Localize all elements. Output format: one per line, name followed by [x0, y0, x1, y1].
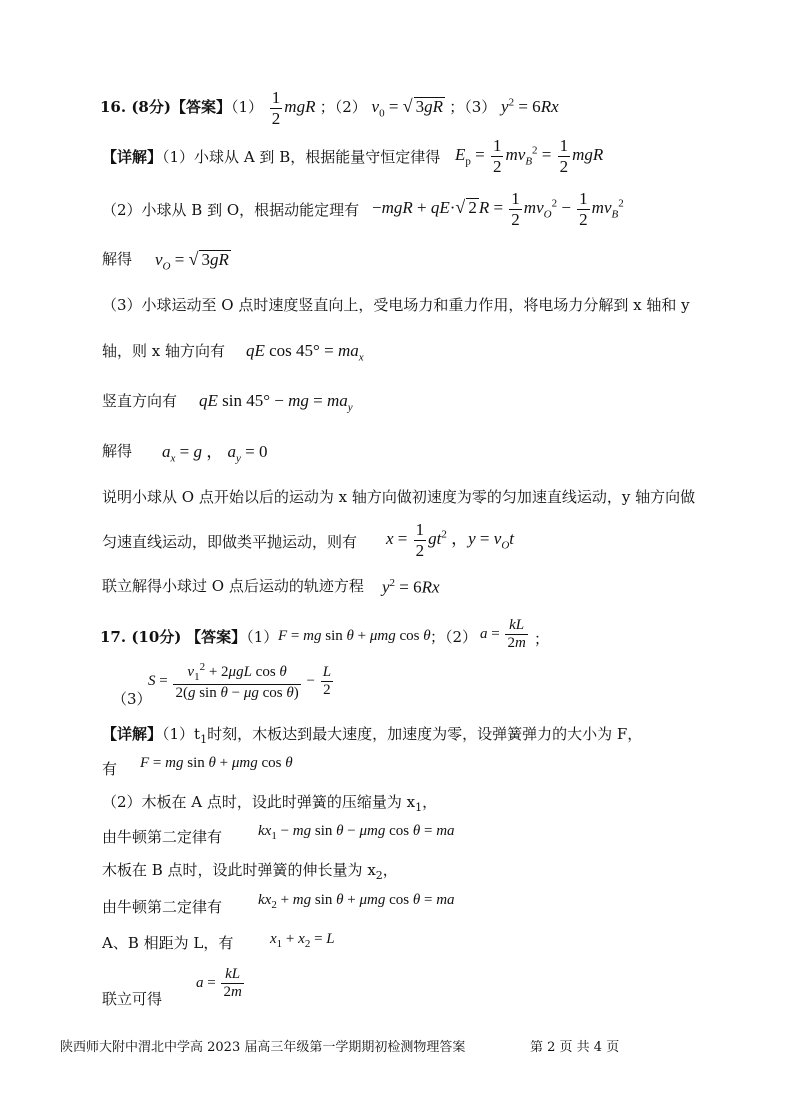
q16-explain-1: 说明小球从 O 点开始以后的运动为 x 轴方向做初速度为零的匀加速直线运动，y 轴方向做 — [102, 488, 696, 506]
answer-tag: 【答案】 — [170, 97, 231, 116]
q16-motion-equation: x = $\frac{1}{2}$ $gt^2$ ，$y = v_Ot$ — [386, 520, 514, 560]
q17-answer-line — [100, 630, 278, 645]
q17-final-label: 联立可得 — [102, 990, 163, 1008]
part-1-label: （1） — [246, 628, 279, 646]
footer-title: 陕西师大附中渭北中学高 2023 届高三年级第一学期期初检测物理答案 — [60, 1040, 466, 1055]
q17-force-equation: F = mg sin θ + μmg cos θ — [140, 755, 293, 771]
footer-page-number: 第 2 页 共 4 页 — [530, 1040, 620, 1055]
q17-ans3-equation: S = $\frac{v_1^2 + 2\mu gL \cos \theta}{\text{2(g sin θ − μg cos θ)}}$ − $\frac{L}{2}$ — [148, 661, 332, 701]
q16-detail-2: （2）小球从 B 到 O，根据动能定理有 — [102, 201, 360, 219]
q16-vo-equation: $v_O$ = √ 3gR — [155, 249, 229, 273]
q17-detail-2: （2）木板在 A 点时，设此时弹簧的压缩量为 $x_1$， — [102, 793, 438, 814]
q16-kinetic-equation: −mgR + qE·√ 2 R = $\frac{1}{2}$ $mv_O^2$ − $\frac{1}{2}$ $mv_B^2$ — [372, 189, 624, 229]
q16-energy-equation: $E_p$ = $\frac{1}{2}$ $mv_B^2$ = $\frac{1}{2}$ mgR — [455, 136, 604, 176]
q17-ans2-equation: a = $\frac{kL}{2m}$ — [480, 617, 526, 652]
q17-detail-3: 木板在 B 点时，设此时弹簧的伸长量为 $x_2$， — [102, 861, 398, 882]
q17-detail-1: 【详解】$(1)t_1$时刻，木板达到最大速度，加速度为零，设弹簧弹力的大小为 F， — [102, 725, 643, 746]
q16-trajectory-label: 联立解得小球过 O 点后运动的轨迹方程 — [102, 577, 364, 595]
detail-tag: 【详解】 — [102, 725, 163, 743]
q16-explain-2: 匀速直线运动，即做类平抛运动，则有 — [102, 533, 358, 551]
q17-newton-2-equation: $kx_2$ + mg sin θ + μmg cos θ = ma — [258, 892, 455, 911]
answer-tag: 【答案】 — [186, 628, 247, 646]
q17-part2-label: ；（2） — [430, 628, 478, 646]
q16-vertical-label: 竖直方向有 — [102, 392, 178, 410]
detail-tag: 【详解】 — [102, 148, 163, 166]
q16-y-equation: qE sin 45° − mg = $ma_y$ — [199, 391, 353, 414]
q17-part2-end: ； — [534, 630, 550, 648]
q17-newton-2-label: 由牛顿第二定律有 — [102, 898, 223, 916]
q16-detail-3a: （3）小球运动至 O 点时速度竖直向上，受电场力和重力作用，将电场力分解到 x 轴和 y — [102, 296, 690, 314]
q16-ans3-equation: $y^2 = 6Rx$ — [501, 96, 559, 116]
q16-acc-equation: $a_x = g$ ， $a_y = 0$ — [162, 442, 268, 465]
q17-distance-equation: $x_1 + x_2 = L$ — [270, 931, 335, 950]
q16-label: 16. (8分) — [100, 97, 171, 116]
q16-trajectory-equation: $y^2 = 6Rx$ — [382, 577, 440, 597]
q16-ans1-equation: $\frac{1}{2}$ mgR — [271, 88, 316, 128]
q17-newton-1-label: 由牛顿第二定律有 — [102, 828, 223, 846]
q17-you-label: 有 — [102, 760, 118, 778]
q17-final-equation: a = $\frac{kL}{2m}$ — [196, 966, 242, 1001]
q16-x-equation: qE $\cos 45^\circ = ma_x$ — [246, 341, 364, 364]
q17-ans1-equation: F = mg sin θ + μmg cos θ — [278, 628, 431, 644]
q16-detail-1: 【详解】（1）小球从 A 到 B，根据能量守恒定律得 — [102, 148, 441, 166]
q16-ans2-equation: $v_0$ = √ 3gR — [371, 95, 443, 120]
part-3-label: ；（3） — [449, 97, 497, 116]
q17-label: 17. (10分) — [100, 628, 182, 646]
q16-solve-2: 解得 — [102, 442, 133, 460]
q17-newton-1-equation: $kx_1$ − mg sin θ − μmg cos θ = ma — [258, 823, 455, 842]
part-2-label: ；（2） — [319, 97, 367, 116]
q17-part3-label: （3） — [112, 690, 152, 708]
part-1-label: （1） — [230, 97, 264, 116]
q17-distance-label: A、B 相距为 L，有 — [102, 934, 234, 952]
q16-solve-1: 解得 — [102, 250, 133, 268]
q16-answer-line — [100, 88, 559, 128]
q16-detail-3b: 轴，则 x 轴方向有 — [102, 342, 225, 360]
